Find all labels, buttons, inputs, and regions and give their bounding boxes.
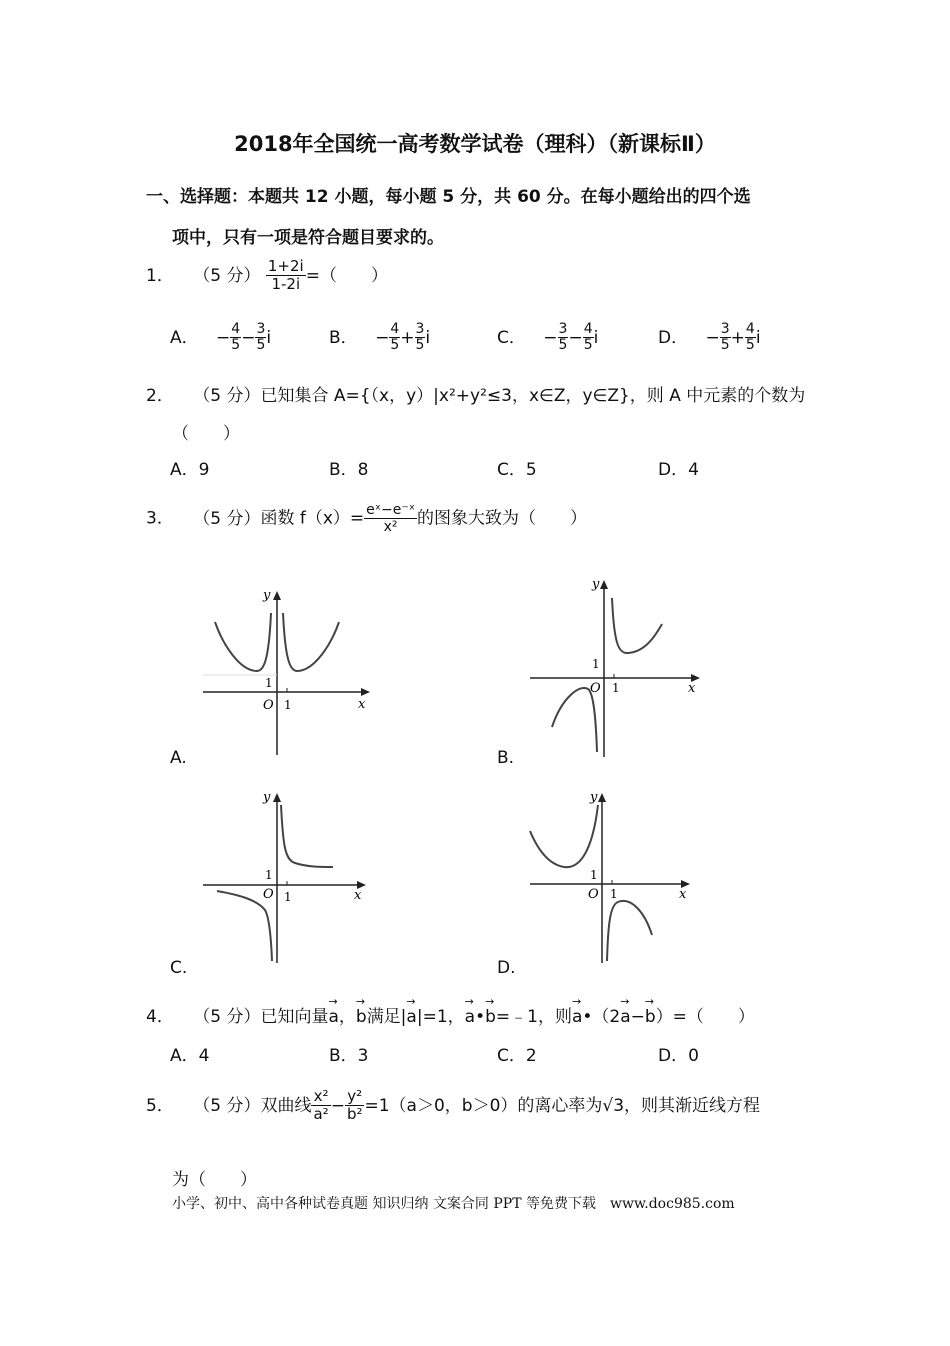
fraction	[364, 502, 417, 535]
question-number: 2．	[146, 386, 174, 406]
q2-option-c[interactable]: C．5	[497, 460, 537, 480]
y-tick-label: 1	[265, 868, 273, 882]
vector-a: → a	[328, 1003, 338, 1027]
question-score: （5 分）	[193, 1095, 261, 1116]
y-label: y	[263, 790, 271, 805]
question-number: 5．	[146, 1095, 174, 1116]
question-4	[146, 1002, 755, 1027]
q3-option-b-label: B.	[497, 748, 515, 768]
fraction-denominator: 5	[415, 337, 425, 354]
sqrt-expression: √3	[602, 1095, 625, 1116]
x-label: x	[358, 697, 366, 712]
curve-right	[281, 805, 333, 867]
fraction	[558, 322, 569, 354]
vector-b: → b	[356, 1003, 367, 1027]
fraction	[311, 1088, 330, 1124]
fraction-numerator: x²	[311, 1088, 330, 1106]
minus-sign: −	[630, 1007, 645, 1027]
vector-b: → b	[485, 1003, 496, 1027]
curve-right	[283, 613, 339, 671]
question-2	[146, 381, 816, 406]
fraction-numerator: y²	[345, 1088, 365, 1106]
q1-option-c[interactable]	[497, 322, 598, 354]
footer-ad-text: 小学、初中、高中各种试卷真题 知识归纳 文案合同 PPT 等免费下载 www.doc985.com	[172, 1196, 735, 1212]
sign: −	[543, 327, 558, 348]
sign: −	[241, 327, 256, 348]
fraction	[583, 322, 594, 354]
curve-right	[607, 901, 652, 961]
origin-label: O	[263, 698, 274, 713]
question-text: =﹣1，则	[495, 1007, 572, 1027]
q3-graph-a[interactable]	[195, 585, 385, 760]
fraction	[266, 258, 306, 294]
fraction-numerator: 3	[256, 321, 266, 337]
q3-option-d-label: D.	[497, 958, 516, 978]
fraction	[255, 322, 266, 354]
y-arrow	[598, 793, 606, 802]
question-tail: =（ ）	[305, 265, 388, 286]
fraction-numerator: 3	[415, 321, 425, 337]
q3-option-a-label: A.	[170, 748, 187, 768]
fraction-numerator: 4	[390, 321, 400, 337]
y-tick-label: 1	[592, 657, 600, 671]
curve-right	[612, 598, 662, 653]
question-3	[146, 502, 587, 535]
q4-option-a[interactable]: A．4	[170, 1046, 210, 1066]
question-lead: 函数 f（x）=	[260, 508, 365, 529]
question-number: 1．	[146, 265, 174, 286]
option-label: C．	[497, 327, 526, 348]
x-tick-label: 1	[284, 698, 292, 712]
question-5-line2: 为（ ）	[172, 1170, 257, 1190]
fraction-denominator: 5	[583, 337, 593, 354]
y-label: y	[592, 577, 600, 592]
question-tail: 的图象大致为（ ）	[416, 508, 587, 529]
fraction	[389, 322, 400, 354]
x-tick-label: 1	[612, 681, 620, 695]
question-tail: （ ）	[172, 424, 240, 444]
fraction-denominator: 5	[231, 337, 241, 354]
q2-option-d[interactable]: D．4	[658, 460, 699, 480]
x-label: x	[688, 681, 696, 696]
question-text: 已知向量	[260, 1007, 329, 1027]
fraction-denominator: 5	[745, 337, 755, 354]
fraction-denominator: 5	[390, 337, 400, 354]
q3-graph-b[interactable]	[522, 572, 712, 760]
question-text: 满足|	[366, 1007, 407, 1027]
question-score: （5 分）	[193, 265, 261, 286]
sign: −	[216, 327, 231, 348]
question-score: （5 分）	[193, 508, 261, 529]
curve-left	[215, 613, 271, 671]
vector-a: → a	[572, 1003, 582, 1027]
question-text: •（2	[582, 1007, 621, 1027]
q4-option-d[interactable]: D．0	[658, 1046, 699, 1066]
fraction	[745, 322, 756, 354]
y-label: y	[590, 790, 598, 805]
curve-left	[552, 688, 597, 752]
sign: −	[705, 327, 720, 348]
punctuation: ，	[338, 1007, 356, 1027]
q4-option-b[interactable]: B．3	[329, 1046, 369, 1066]
imaginary-unit: i	[593, 327, 599, 348]
q2-option-a[interactable]: A．9	[170, 460, 210, 480]
fraction-numerator: 3	[558, 321, 568, 337]
x-label: x	[679, 887, 687, 902]
question-text: =1（a＞0，b＞0）的离心率为	[364, 1095, 603, 1116]
origin-label: O	[263, 887, 274, 902]
fraction	[415, 322, 426, 354]
vector-a: → a	[465, 1003, 475, 1027]
q3-graph-c[interactable]	[195, 785, 385, 965]
fraction-numerator: 4	[583, 321, 593, 337]
y-tick-label: 1	[590, 868, 598, 882]
y-tick-label: 1	[265, 676, 273, 690]
fraction	[720, 322, 731, 354]
question-tail: ）=（ ）	[655, 1007, 755, 1027]
fraction-numerator: 4	[745, 321, 755, 337]
fraction-numerator: eˣ−e⁻ˣ	[366, 502, 415, 518]
fraction-numerator: 4	[231, 321, 241, 337]
page-title: 2018年全国统一高考数学试卷（理科）（新课标Ⅱ）	[234, 132, 716, 156]
fraction-denominator: 5	[558, 337, 568, 354]
section-heading-line2: 项中，只有一项是符合题目要求的。	[172, 228, 444, 248]
y-label: y	[263, 588, 271, 603]
vector-b: → b	[645, 1003, 656, 1027]
x-tick-label: 1	[610, 887, 618, 901]
option-label: D．	[658, 327, 689, 348]
question-text: 已知集合 A={（x，y）|x²+y²≤3，x∈Z，y∈Z}，则 A 中元素的个数为	[260, 386, 806, 406]
q4-option-c[interactable]: C．2	[497, 1046, 537, 1066]
imaginary-unit: i	[266, 327, 272, 348]
vector-a: → a	[406, 1003, 416, 1027]
imaginary-unit: i	[755, 327, 761, 348]
x-label: x	[354, 888, 362, 903]
y-arrow	[600, 580, 608, 589]
question-number: 4．	[146, 1007, 174, 1027]
option-label: B．	[329, 327, 358, 348]
fraction-denominator: 5	[720, 337, 730, 354]
q1-option-b[interactable]	[329, 322, 430, 354]
fraction-numerator: 1+2i	[267, 257, 304, 275]
sign: −	[568, 327, 583, 348]
section-heading-line1: 一、选择题：本题共 12 小题，每小题 5 分，共 60 分。在每小题给出的四个选	[146, 187, 751, 207]
vector-a: → a	[620, 1003, 630, 1027]
x-arrow	[361, 688, 370, 696]
origin-label: O	[588, 887, 599, 902]
y-arrow	[273, 793, 281, 802]
q3-option-c-label: C.	[170, 958, 188, 978]
question-text: 双曲线	[260, 1095, 312, 1116]
question-score: （5 分）	[193, 1007, 261, 1027]
question-number: 3．	[146, 508, 174, 529]
sign: +	[730, 327, 745, 348]
fraction	[345, 1088, 365, 1124]
q3-graph-d[interactable]	[522, 785, 712, 965]
dot-operator: •	[475, 1007, 486, 1027]
question-score: （5 分）	[193, 386, 261, 406]
origin-label: O	[590, 681, 601, 696]
fraction-denominator: 1-2i	[271, 275, 301, 294]
x-tick-label: 1	[284, 890, 292, 904]
y-arrow	[273, 591, 281, 600]
fraction-denominator: 5	[256, 337, 266, 354]
q1-option-a[interactable]	[170, 322, 271, 354]
question-text: ，则其渐近线方程	[624, 1095, 761, 1116]
question-5	[146, 1088, 760, 1124]
sign: +	[400, 327, 415, 348]
sign: −	[375, 327, 390, 348]
minus-sign: −	[330, 1095, 345, 1116]
curve-left	[530, 805, 598, 867]
q1-option-d[interactable]	[658, 322, 761, 354]
question-text: |=1，	[416, 1007, 465, 1027]
fraction-numerator: 3	[720, 321, 730, 337]
fraction-denominator: b²	[346, 1105, 363, 1124]
fraction-denominator: x²	[383, 519, 398, 536]
option-label: A．	[170, 327, 199, 348]
q2-option-b[interactable]: B．8	[329, 460, 369, 480]
fraction	[230, 322, 241, 354]
imaginary-unit: i	[425, 327, 431, 348]
question-1	[146, 258, 388, 294]
fraction-denominator: a²	[313, 1105, 329, 1124]
